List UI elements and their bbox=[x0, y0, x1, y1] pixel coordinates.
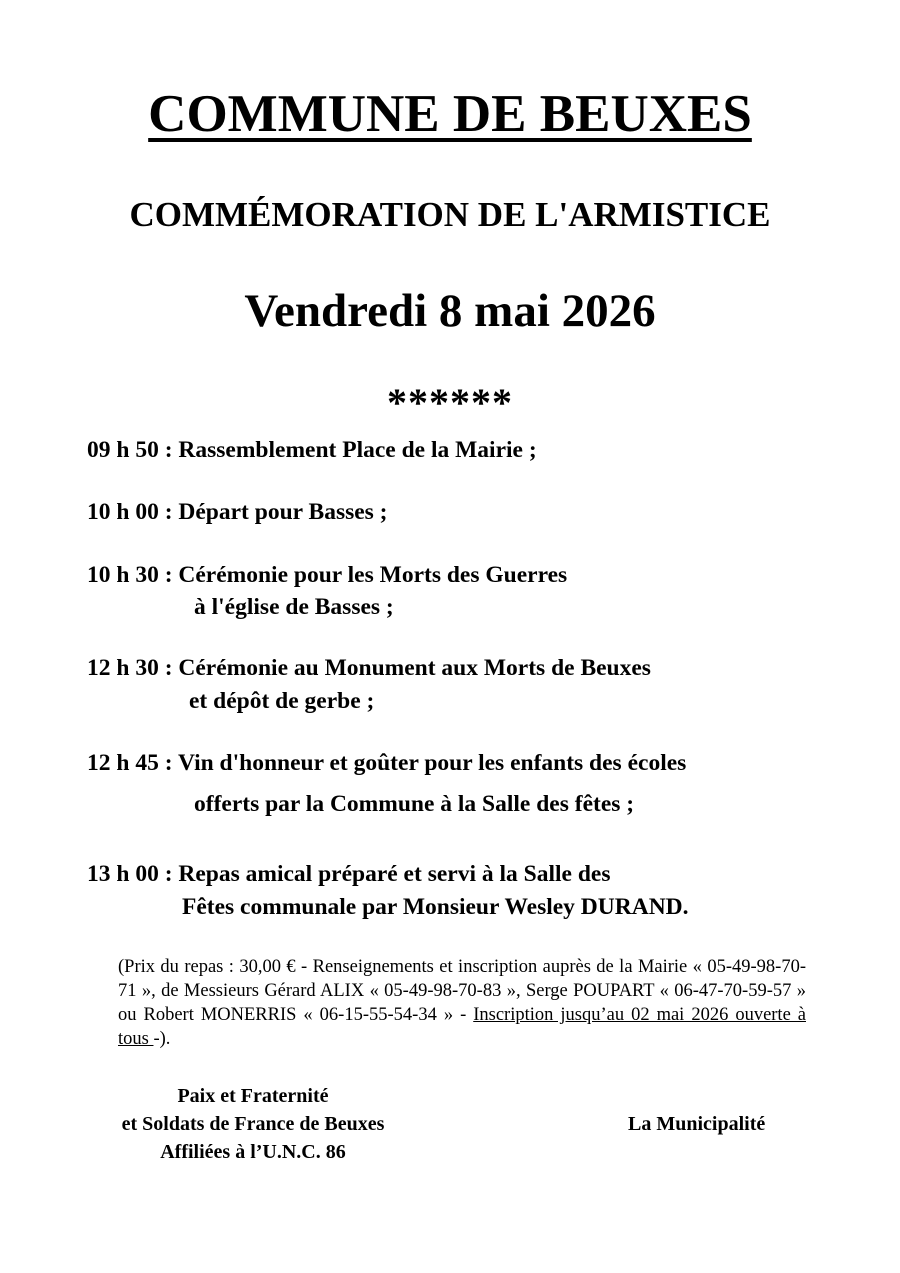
page-title-text: COMMUNE DE BEUXES bbox=[148, 85, 752, 143]
organizer-line-3: Affiliées à l’U.N.C. 86 bbox=[160, 1141, 346, 1163]
event-date: Vendredi 8 mai 2026 bbox=[244, 285, 656, 337]
organizer-line-1: Paix et Fraternité bbox=[177, 1085, 329, 1107]
municipality-signature: La Municipalité bbox=[628, 1113, 766, 1135]
schedule-item-1300: 13 h 00 : Repas amical préparé et servi à la Salle des bbox=[87, 861, 611, 887]
schedule-item-0950: 09 h 50 : Rassemblement Place de la Mairie ; bbox=[87, 437, 537, 463]
meal-info-text: (Prix du repas : 30,00 € - Renseignements et inscription auprès de la Mairie « 05-49-98-70-71 », de Messieurs Gérard ALIX « 05-49-98-70-83 », Serge POUPART « 06-47-70-59-57 » ou Robert MONERRIS « 06-15-55-54-34 » - bbox=[118, 957, 806, 1025]
page-title bbox=[0, 84, 900, 145]
meal-info-note bbox=[86, 955, 806, 1051]
schedule-item-1245-cont: offerts par la Commune à la Salle des fêtes ; bbox=[194, 791, 635, 817]
schedule-item-1230: 12 h 30 : Cérémonie au Monument aux Morts de Beuxes bbox=[87, 655, 651, 681]
schedule-item-1300-cont: Fêtes communale par Monsieur Wesley DURAND. bbox=[182, 894, 689, 920]
separator-stars: ****** bbox=[387, 380, 513, 425]
organizer-line-2: et Soldats de France de Beuxes bbox=[121, 1113, 385, 1135]
schedule-item-1030-cont: à l'église de Basses ; bbox=[194, 594, 394, 620]
registration-deadline: Inscription jusqu’au 02 mai 2026 ouverte à tous bbox=[118, 1005, 806, 1049]
schedule-item-1245: 12 h 45 : Vin d'honneur et goûter pour les enfants des écoles bbox=[87, 750, 687, 776]
schedule-item-1030: 10 h 30 : Cérémonie pour les Morts des Guerres bbox=[87, 562, 568, 588]
meal-info-tail: -). bbox=[153, 1029, 171, 1049]
schedule-item-1230-cont: et dépôt de gerbe ; bbox=[189, 688, 375, 714]
schedule-item-1000: 10 h 00 : Départ pour Basses ; bbox=[87, 499, 388, 525]
event-subtitle: COMMÉMORATION DE L'ARMISTICE bbox=[129, 195, 771, 234]
organizers-signature bbox=[0, 1082, 506, 1166]
